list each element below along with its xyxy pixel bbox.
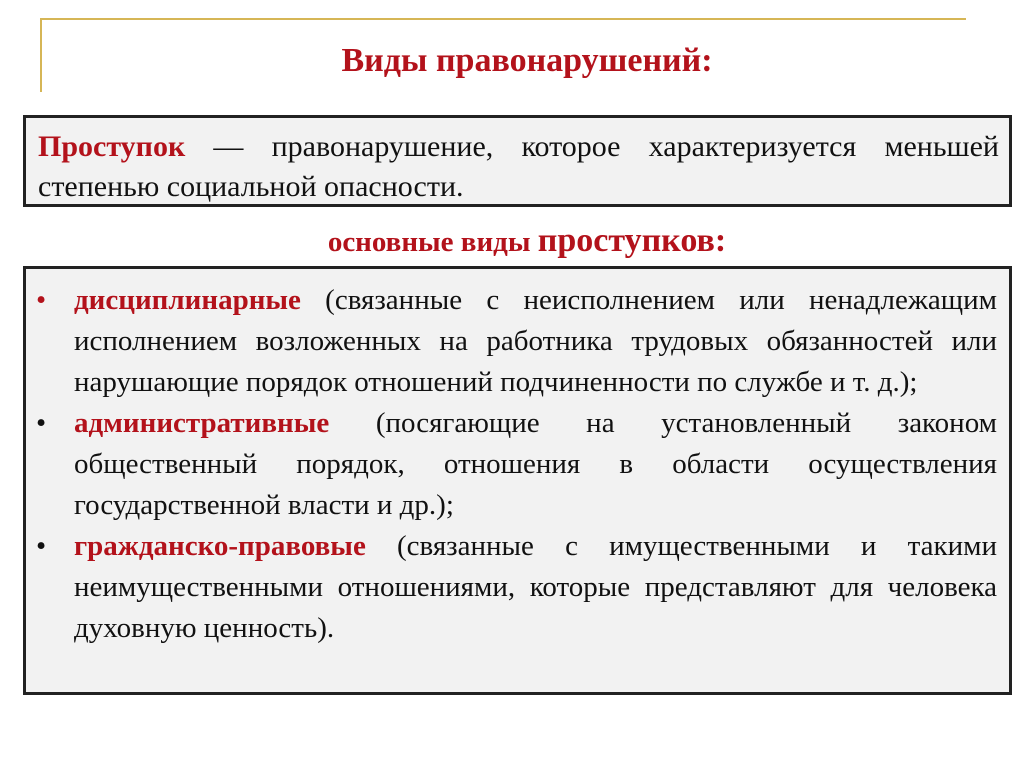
definition-text: — правонарушение, которое характеризуется меньшей степенью социальной опасности. — [38, 130, 999, 203]
list-item — [36, 403, 997, 526]
item-term: гражданско-правовые — [74, 530, 366, 562]
list-item — [36, 280, 997, 403]
item-text: (посягающие на установленный законом общественный порядок, отношения в области осуществления государственной власти и др.); — [74, 407, 997, 521]
item-term: административные — [74, 407, 330, 439]
subtitle-prefix: основные виды — [327, 226, 538, 258]
bullet-icon: • — [36, 407, 47, 439]
frame-corner-horizontal — [40, 18, 966, 20]
slide-title: Виды правонарушений: — [341, 42, 713, 79]
definition-term: Проступок — [38, 130, 186, 163]
bullet-icon: • — [36, 530, 47, 562]
item-text: (связанные с неисполнением или ненадлежащим исполнением возложенных на работника трудовых обязанностей или нарушающие порядок отношений подчиненности по службе и т. д.); — [74, 284, 997, 398]
list-item — [36, 526, 997, 649]
offense-types-list — [36, 280, 997, 649]
subtitle-emphasis: проступков: — [537, 222, 727, 259]
subtitle — [0, 222, 1024, 260]
offense-types-box — [23, 266, 1012, 695]
item-text: (связанные с имущественными и такими неимущественными отношениями, которые представляют для человека духовную ценность). — [74, 530, 997, 644]
item-term: дисциплинарные — [74, 284, 301, 316]
bullet-icon: • — [36, 284, 47, 316]
definition-box — [23, 115, 1012, 207]
